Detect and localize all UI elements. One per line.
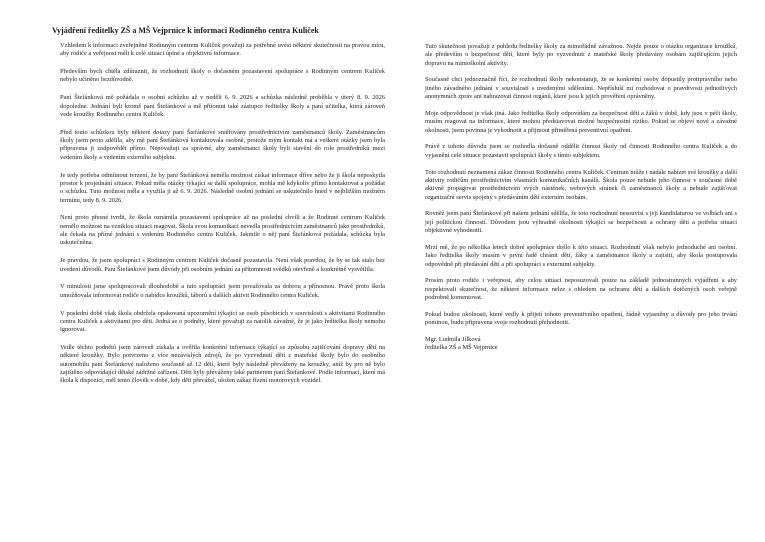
- paragraph: Moje odpovědnost je však jiná. Jako ředitelka školy odpovídám za bezpečnost dětí a žáků v době, kdy jsou v péči školy, musím reagovat na informace, které mohou představovat možné bezpečnostní riziko. Pokud se objeví nové a závažné okolnosti, jsem povinna je vyhodnotit a přijmout přiměřená preventivní opatření.: [425, 109, 737, 134]
- document-title: Vyjádření ředitelky ZŠ a MŠ Vejprnice k informaci Rodinného centra Kuliček: [52, 26, 319, 35]
- signature-name: Mgr. Ludmila Jílková: [425, 336, 481, 344]
- paragraph: Vzhledem k informaci zveřejněné Rodinným centrem Kuliček považuji za potřebné uvést některé skutečnosti na pravou míru, aby rodiče a veřejnost měli k celé situaci úplné a objektivní informace.: [60, 42, 385, 58]
- paragraph: V poslední době však škola obdržela opakovaná upozornění týkající se osob působících v souvislosti s aktivitami Rodinného centra Kuliček a aktivitami pro děti. Jedná se o podněty, které považuji za natolik závažné, že je jako ředitelka školy nemohu ignorovat.: [60, 309, 385, 334]
- right-column: [425, 43, 737, 353]
- paragraph: Rovněž jsem paní Štefánkové při našem jednání sdělila, že toto rozhodnutí nesouvisí s její kandidaturou ve volbách ani s její politickou činností. Důvodem jsou výhradně okolnosti týkající se bezpečnosti a ochrany dětí a potřeba situaci objektivně vyhodnotit.: [425, 210, 737, 235]
- paragraph: Je tedy potřeba odmítnout tvrzení, že by paní Štefánková neměla možnost získat informace dříve nebo že ji škola neposkytla prostor k projednání situace. Pokud měla otázky týkající se další spolupráce, mohla mě kdykoliv přímo kontaktovat a požádat o schůzku. Tuto možnost měla a využila ji až 6. 9. 2026. Následně osobní jednání se uskutečnilo hned v nejbližším možném termínu, tedy 8. 9. 2026.: [60, 171, 385, 204]
- left-column: [60, 42, 385, 395]
- paragraph: Vedle těchto podnětů jsem zároveň získala a ověřila konkrétní informace týkající se způsobu zajišťování dopravy dětí na některé kroužky. Bylo potvrzeno z více nezávislých zdrojů, že po vyzvednutí dětí z mateřské školy bylo do osobního automobilu paní Štefánkové naloženo současně až 12 dětí, které byly následně převáženy na kroužky, aniž by pro ně bylo zajištěno odpovídající dětské zádržné zařízení. Děti byly převáženy také partnerem paní Štefánkové. Podle informací, které má škola k dispozici, měl tento člověk v době, kdy děti převážel, uložen zákaz řízení motorových vozidel.: [60, 344, 385, 385]
- paragraph: Současně chci jednoznačně říci, že rozhodnutí školy nekonstatuji, že se konkrétní osoby dopustily protiprávního nebo jiného závadného jednání v souvislosti s uvedenými sděleními. Nepřísluší mi rozhodovat o pravdivosti jednotlivých anonymních zpráv ani nahrazovat činnost orgánů, které jsou k jejich prověření oprávněny.: [425, 76, 737, 101]
- signature-role: ředitelka ZŠ a MŠ Vejprnice: [425, 344, 498, 352]
- paragraph: Toto rozhodnutí neznamená zákaz činnosti Rodinného centra Kuliček. Centrum může i nadále nabízet své kroužky a další aktivity rodičům prostřednictvím vlastních komunikačních kanálů. Škola pouze nebude jeho činnost v současné době aktivně propagovat prostřednictvím svých nástěnek, webových stránek či zaměstnanců školy a nebude zajišťovat organizační servis spojený s předáváním dětí externím osobám.: [425, 168, 737, 201]
- paragraph: Není proto přesné tvrdit, že škola oznámila pozastavení spolupráce až na poslední chvíli a že Rodinné centrum Kuliček nemělo možnost na vzniklou situaci reagovat. Škola svou komunikaci nevedla prostřednictvím zaměstnanců jako prostředníků, ale čekala na přímé jednání s vedením Rodinného centra Kuliček. Jakmile o něj paní Štefánková požádala, schůzka byla uskutečněna.: [60, 214, 385, 247]
- paragraph: Tuto skutečnost považuji z pohledu ředitelky školy za mimořádně závažnou. Nejde pouze o otázku organizace kroužků, ale především o bezpečnost dětí, které byly po vyzvednutí z mateřské školy předávány osobám zajišťujícím jejich dopravu na mimoškolní aktivity.: [425, 43, 737, 67]
- paragraph: Právě z tohoto důvodu jsem se rozhodla dočasně oddělit činnost školy od činnosti Rodinného centra Kuliček a do vyjasnění celé situace pozastavit spolupráci školy s tímto subjektem.: [425, 143, 737, 159]
- paragraph: Prosím proto rodiče i veřejnost, aby celou situaci neposuzovali pouze na základě jednostranných vyjádření a aby respektovali skutečnost, že některé informace nelze s ohledem na ochranu dětí a dalších dotčených osob veřejně podrobně komentovat.: [425, 277, 737, 301]
- paragraph: Před touto schůzkou byly některé dotazy paní Štefánkové směřovány prostřednictvím zaměstnanců školy. Zaměstnancům školy jsem proto sdělila, aby mě paní Štefánková kontaktovala osobně, protože mým kontakt má a veškeré otázky jsem byla připravena ji zodpovědět přímo. Nepovažuji za správné, aby zaměstnanci školy byli stavění do role prostředníků mezi vedením školy a vedením externího subjektu.: [60, 128, 385, 161]
- paragraph: Především bych chtěla zdůraznit, že rozhodnutí školy o dočasném pozastavení spolupráce s Rodinným centrem Kuliček nebylo učiněno bezdůvodně.: [60, 68, 385, 84]
- paragraph: Paní Štefánková mě požádala o osobní schůzku až v neděli 6. 9. 2026 a schůzka následně proběhla v úterý 8. 9. 2026 dopoledne. Jednání byli kromě paní Štefánkové a mě přítomni také zástupce ředitelky školy a paní učitelka, která zároveň vede kroužky Rodinného centra Kuliček.: [60, 94, 385, 118]
- paragraph: Mrzí mě, že po několika letech dobré spolupráce došlo k této situaci. Rozhodnutí však nebylo jednoduché ani osobní. Jako ředitelka školy musím v první řadě chránit děti, žáky a zaměstnance školy a zajistit, aby škola postupovala odpovědně při předávání dětí a při spolupráci s externími subjekty.: [425, 243, 737, 268]
- paragraph: V minulosti jsme spolupracovali dlouhodobě a tuto spolupráci jsem považovala za dobrou a přínosnou. Právě proto škola umožňovala informovat rodiče o nabídce kroužků, táborů a dalších aktivit Rodinného centra Kuliček.: [60, 283, 385, 299]
- paragraph: Pokud budou okolnosti, které vedly k přijetí tohoto preventivního opatření, řádně vyjasněny a důvody pro jeho trvání pominou, budu připravena svoje rozhodnutí přehodnotit.: [425, 310, 737, 327]
- signature-block: [425, 336, 737, 353]
- paragraph: Je pravdou, že jsem spolupráci s Rodinným centrem Kuliček dočasně pozastavila. Není však pravdou, že by se tak stalo bez uvedení důvodů. Paní Štefánkové jsem důvody při osobním jednání za přítomnosti svědků otevřeně a konkrétně vysvětlila.: [60, 257, 385, 273]
